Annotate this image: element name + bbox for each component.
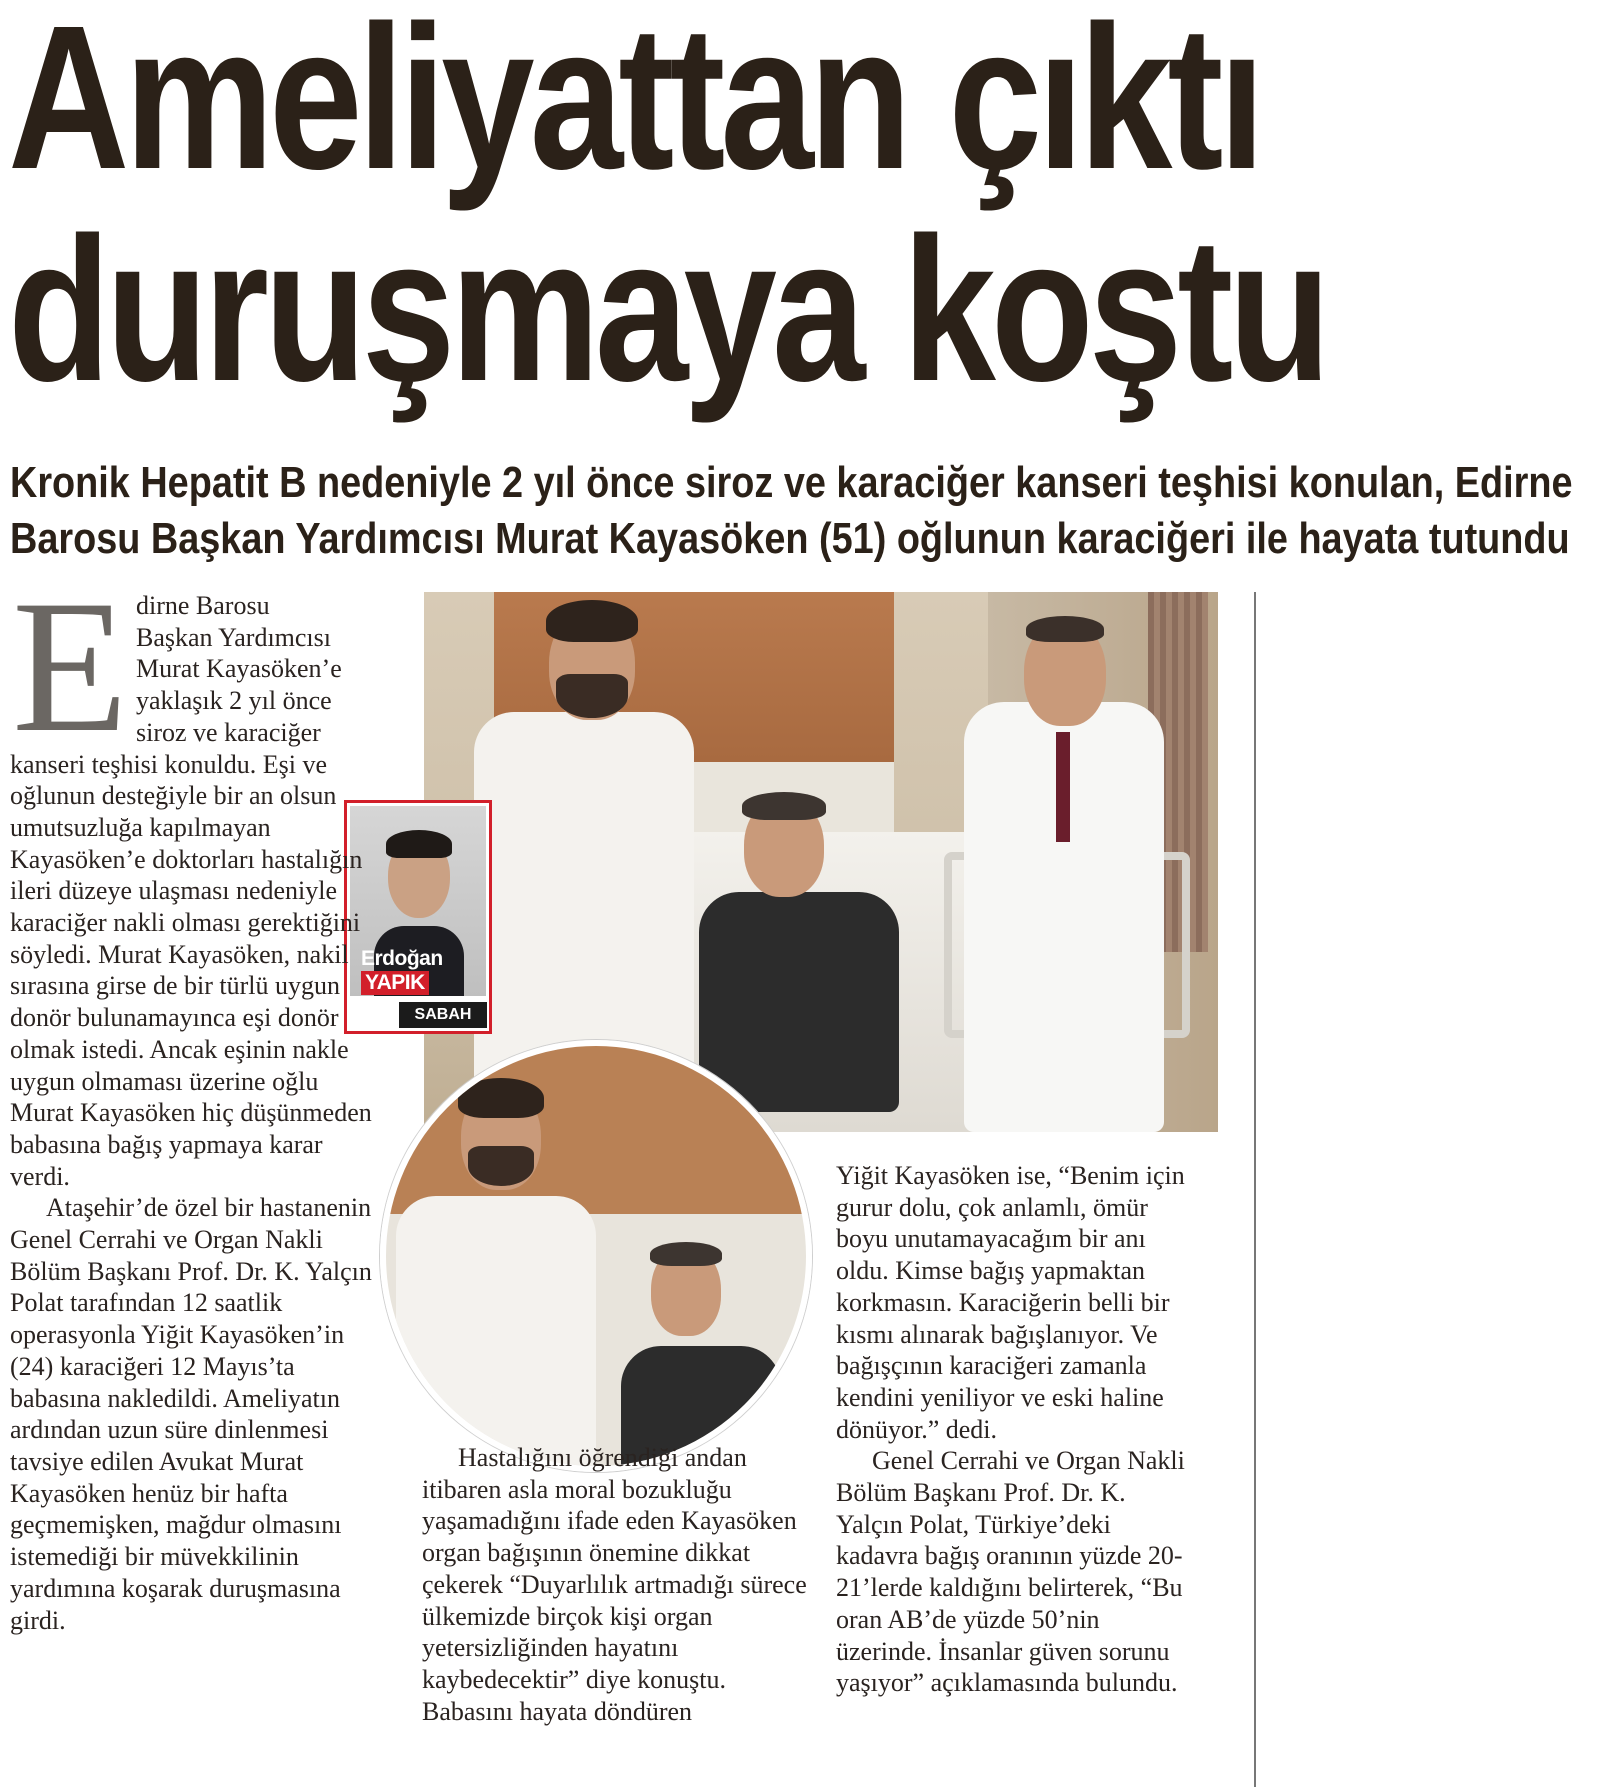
lead-line: Murat Kayasöken’e xyxy=(136,654,342,684)
lead-lines xyxy=(10,562,376,772)
paragraph: Yiğit Kayasöken ise, “Benim için gurur dolu, çok anlamlı, ömür boyu unutamayacağım bir anı oldu. Kimse bağış yapmaktan korkmasın. Karaciğerin belli bir kısmı alınarak bağışlanıyor. Ve bağışçının karaciğeri zamanla kendini yeniliyor ve eski haline dönüyor.” dedi. xyxy=(836,1161,1185,1444)
lead-line: siroz ve karaciğer xyxy=(136,717,321,747)
headline-line-1: Ameliyattan çıktı xyxy=(8,0,1261,212)
headline-line-2: duruşmaya koştu xyxy=(8,195,1327,424)
lead-line: Başkan Yardımcısı xyxy=(136,622,331,652)
subheadline xyxy=(10,455,1592,567)
subheadline-line-1: Kronik Hepatit B nedeniyle 2 yıl önce siroz ve karaciğer kanseri teşhisi konulan, Edirne xyxy=(10,458,1573,507)
article-column-3 xyxy=(836,1160,1196,1699)
author-first-name: Erdoğan xyxy=(361,947,443,970)
paragraph: kanseri teşhisi konuldu. Eşi ve oğlunun desteğiyle bir an olsun umutsuzluğa kapılmayan Kayasöken’e doktorları hastalığın ileri düzeye ulaşması nedeniyle karaciğer nakli olması gerektiğini söyledi. Murat Kayasöken, nakil sırasına girse de bir türlü uygun donör bulunamayınca eşi donör olmak istedi. Ancak eşinin nakle uygun olmaması üzerine oğlu Murat Kayasöken hiç düşünmeden babasına bağış yapmaya karar verdi. xyxy=(10,749,372,1191)
thumbs-up-inset-photo xyxy=(380,1040,812,1472)
paragraph: Genel Cerrahi ve Organ Nakli Bölüm Başkanı Prof. Dr. K. Yalçın Polat, Türkiye’deki kadavra bağış oranının yüzde 20-21’lerde kaldığını belirterek, “Bu oran AB’de yüzde 50’nin üzerinde. İnsanlar güven sorunu yaşıyor” açıklamasında bulundu. xyxy=(836,1446,1185,1698)
article-column-1 xyxy=(10,562,376,1636)
lead-line: yaklaşık 2 yıl önce xyxy=(136,686,332,716)
column-divider xyxy=(1254,592,1256,1787)
drop-cap: E xyxy=(12,562,129,772)
article-column-2 xyxy=(422,1442,814,1727)
author-last-name: YAPIK xyxy=(361,971,429,995)
subheadline-line-2: Barosu Başkan Yardımcısı Murat Kayasöken (51) oğlunun karaciğeri ile hayata tutundu xyxy=(10,514,1570,563)
paragraph: Hastalığını öğrendiği andan itibaren asla moral bozukluğu yaşamadığını ifade eden Kayasöken organ bağışının önemine dikkat çekerek “Duyarlılık artmadığı sürece ülkemizde birçok kişi organ yetersizliğinden hayatını kaybedecektir” diye konuştu. Babasını hayata döndüren xyxy=(422,1443,807,1726)
lead-line: dirne Barosu xyxy=(136,591,270,620)
paragraph: Ataşehir’de özel bir hastanenin Genel Cerrahi ve Organ Nakli Bölüm Başkanı Prof. Dr. K. Yalçın Polat tarafından 12 saatlik operasyonla Yiğit Kayasöken’in (24) karaciğeri 12 Mayıs’ta babasına nakledildi. Ameliyatın ardından uzun süre dinlenmesi tavsiye edilen Avukat Murat Kayasöken henüz bir hafta geçmemişken, mağdur olmasını istemediği bir müvekkilinin yardımına koşarak duruşmasına girdi. xyxy=(10,1193,372,1635)
publication-label: SABAH xyxy=(399,1002,487,1028)
